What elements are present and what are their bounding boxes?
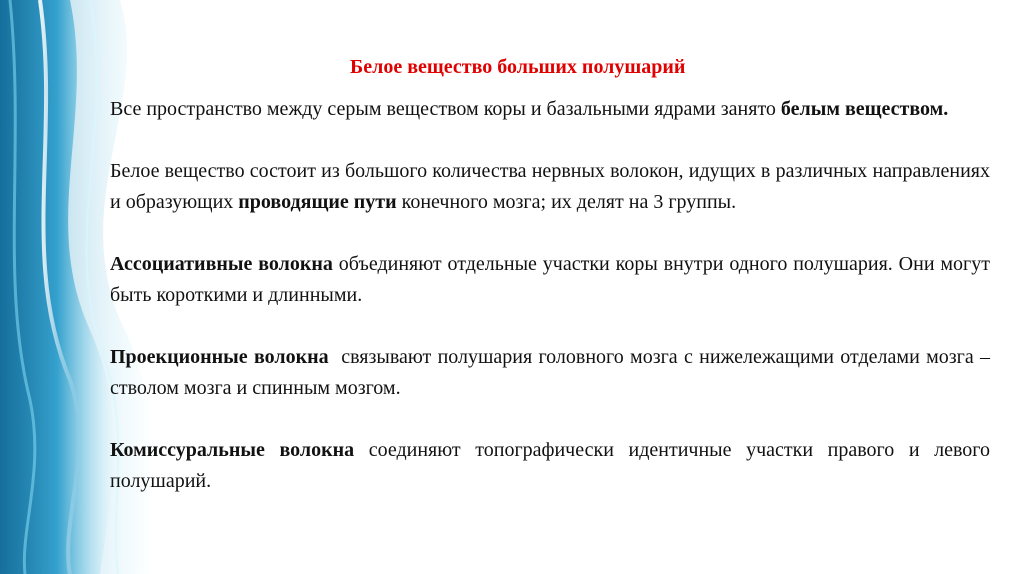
paragraph-text: Белое вещество состоит из большого количества нервных волокон, идущих в различных направлениях и образующих [110,160,990,213]
slide-body [110,94,995,528]
paragraph-bold-term: Проекционные волокна [110,346,329,368]
paragraph-bold-term: Ассоциативные волокна [110,253,333,275]
paragraph-text: объединяют отдельные участки коры внутри одного полушария. Они могут быть короткими и длинными. [110,253,991,306]
slide-title: Белое вещество больших полушарий [350,56,686,78]
paragraph-bold-term: Комиссуральные волокна [110,439,355,461]
paragraph-composition [110,156,990,218]
paragraph-text: Все пространство между серым веществом коры и базальными ядрами занято [110,98,781,120]
paragraph-projection-fibers [110,342,995,404]
paragraph-intro [110,94,990,125]
paragraph-bold-term: белым веществом. [780,98,949,120]
paragraph-association-fibers [110,249,990,311]
paragraph-text: конечного мозга; их делят на 3 группы. [396,191,737,213]
paragraph-commissural-fibers [110,435,990,497]
paragraph-text: связывают полушария головного мозга с нижележащими отделами мозга – стволом мозга и спинным мозгом. [110,346,995,399]
paragraph-text: соединяют топографически идентичные участки правого и левого полушарий. [110,439,990,492]
paragraph-bold-term: проводящие пути [238,191,397,213]
